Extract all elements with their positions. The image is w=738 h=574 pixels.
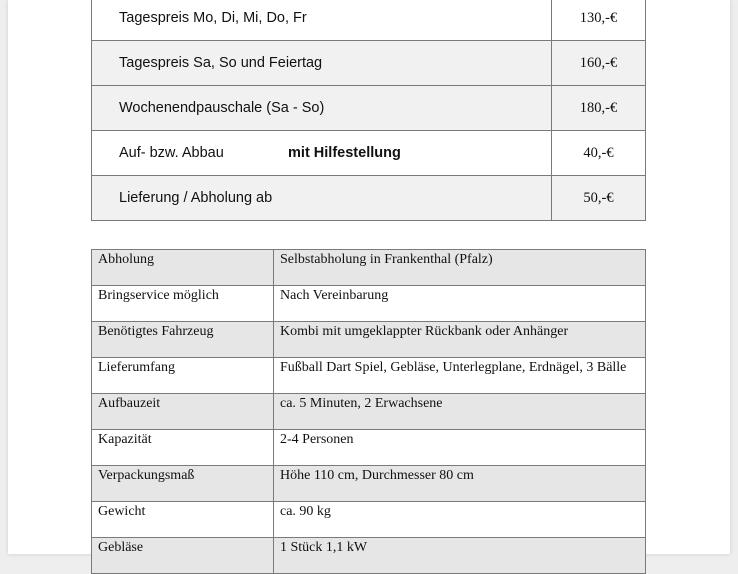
- details-key: Gebläse: [92, 538, 274, 574]
- details-value: 1 Stück 1,1 kW: [274, 538, 646, 574]
- details-row: [92, 322, 646, 358]
- details-row: [92, 358, 646, 394]
- details-row: [92, 466, 646, 502]
- details-key: Abholung: [92, 250, 274, 286]
- price-label: [92, 176, 552, 221]
- price-value: 50,-€: [552, 176, 646, 221]
- price-row: [92, 41, 646, 86]
- details-row: [92, 394, 646, 430]
- details-value: Kombi mit umgeklappter Rückbank oder Anhänger: [274, 322, 646, 358]
- details-value: Höhe 110 cm, Durchmesser 80 cm: [274, 466, 646, 502]
- price-label-text: Tagespreis Mo, Di, Mi, Do, Fr: [119, 10, 307, 26]
- price-row: [92, 131, 646, 176]
- price-value: 40,-€: [552, 131, 646, 176]
- details-row: [92, 502, 646, 538]
- details-row: [92, 286, 646, 322]
- details-value: Nach Vereinbarung: [274, 286, 646, 322]
- details-key: Gewicht: [92, 502, 274, 538]
- price-label: [92, 0, 552, 41]
- price-label: [92, 86, 552, 131]
- details-key: Aufbauzeit: [92, 394, 274, 430]
- details-value: Fußball Dart Spiel, Gebläse, Unterlegplane, Erdnägel, 3 Bälle: [274, 358, 646, 394]
- price-row: [92, 176, 646, 221]
- price-label-text: Lieferung / Abholung ab: [119, 190, 273, 206]
- details-row: [92, 250, 646, 286]
- details-key: Benötigtes Fahrzeug: [92, 322, 274, 358]
- details-value: ca. 90 kg: [274, 502, 646, 538]
- details-value: Selbstabholung in Frankenthal (Pfalz): [274, 250, 646, 286]
- price-value: 160,-€: [552, 41, 646, 86]
- price-row: [92, 86, 646, 131]
- price-label: [92, 41, 552, 86]
- price-row: [92, 0, 646, 41]
- details-table: [91, 249, 646, 574]
- details-row: [92, 538, 646, 574]
- price-label-text: Wochenendpauschale (Sa - So): [119, 100, 325, 116]
- price-label-text: Tagespreis Sa, So und Feiertag: [119, 55, 323, 71]
- details-row: [92, 430, 646, 466]
- price-label-text: Auf- bzw. Abbau: [119, 145, 224, 161]
- price-label: [92, 131, 552, 176]
- details-key: Lieferumfang: [92, 358, 274, 394]
- document-page: [8, 0, 730, 554]
- price-value: 180,-€: [552, 86, 646, 131]
- details-key: Bringservice möglich: [92, 286, 274, 322]
- details-key: Verpackungsmaß: [92, 466, 274, 502]
- price-label-bold: mit Hilfestellung: [288, 145, 401, 161]
- price-value: 130,-€: [552, 0, 646, 41]
- details-value: 2-4 Personen: [274, 430, 646, 466]
- price-table: [91, 0, 646, 221]
- details-key: Kapazität: [92, 430, 274, 466]
- details-value: ca. 5 Minuten, 2 Erwachsene: [274, 394, 646, 430]
